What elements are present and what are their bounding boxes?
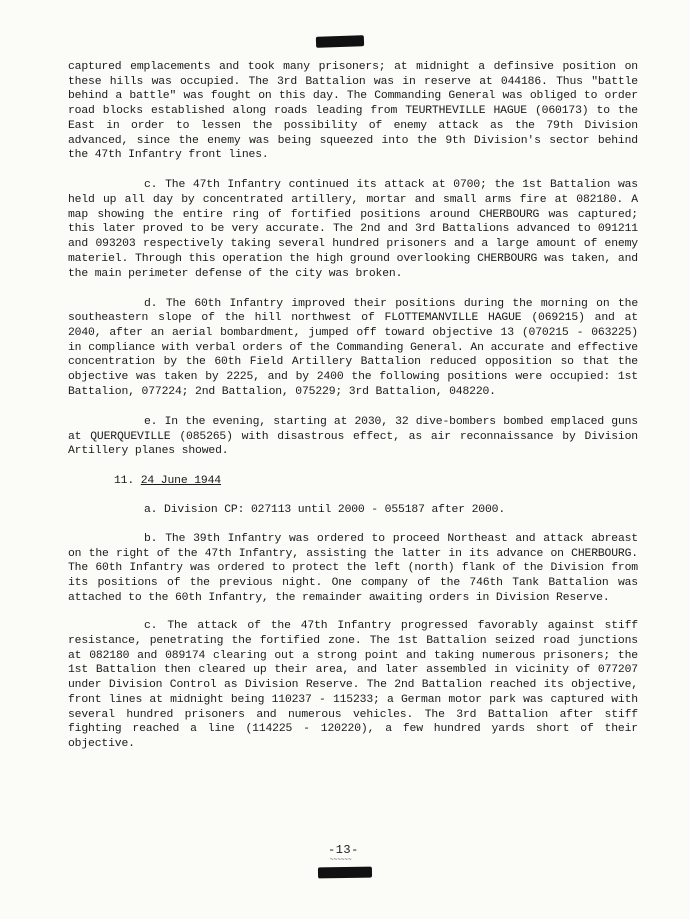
section-number: 11. [114,475,135,488]
subparagraph-c: c. The attack of the 47th Infantry progressed favorably against stiff resistance, penetrating the fortified zone. The 1st Battalion seized road junctions at 082180 and 089174 clearing out a strong point and taking numerous prisoners; the 1st Battalion then cleared up their area, and later assembled in vicinity of 077207 under Division Control as Division Reserve. The 2nd Battalion reached its objective, front lines at midnight being 110237 - 115233; a German motor park was captured with several hundred prisoners and numerous vehicles. The 3rd Battalion after stiff fighting reached a line (114225 - 120220), a few hundred yards short of their objective. [68,620,638,750]
page-mark: ~~~~~~ [330,856,352,863]
page-number: -13- [328,843,359,857]
redacted-classification-bottom [318,867,372,879]
document-body [68,60,638,766]
paragraph-continuation: captured emplacements and took many prisoners; at midnight a definsive position on these hills was occupied. The 3rd Battalion was in reserve at 044186. Thus "battle behind a battle" was fought on this day. The Commanding General was obliged to order road blocks established along roads leading from TEURTHEVILLE HAGUE (060173) to the East in order to lessen the possibility of enemy attack as the 79th Division advanced, since the enemy was being squeezed into the 9th Division's sector behind the 47th Infantry front lines. [68,61,638,162]
subparagraph-b: b. The 39th Infantry was ordered to proceed Northeast and attack abreast on the right of the 47th Infantry, assisting the latter in its advance on CHERBOURG. The 60th Infantry was ordered to protect the left (north) flank of the Division from its positions of the previous night. One company of the 746th Tank Battalion was attached to the 60th Infantry, the remainder awaiting orders in Division Reserve. [68,532,638,604]
paragraph-d: d. The 60th Infantry improved their positions during the morning on the southeastern slope of the hill northwest of FLOTTEMANVILLE HAGUE (069215) and at 2040, after an aerial bombardment, jumped off toward objective 13 (070215 - 063225) in compliance with verbal orders of the Commanding General. An accurate and effective concentration by the 60th Field Artillery Battalion reduced opposition so that the objective was taken by 2225, and by 2400 the following positions were occupied: 1st Battalion, 077224; 2nd Battalion, 075229; 3rd Battalion, 048220. [68,297,638,398]
redacted-classification-top [316,35,364,48]
subparagraph-a: a. Division CP: 027113 until 2000 - 055187 after 2000. [144,504,506,517]
paragraph-e: e. In the evening, starting at 2030, 32 dive-bombers bombed emplaced guns at QUERQUEVILLE (085265) with disastrous effect, as air reconnaissance by Division Artillery planes showed. [68,415,638,458]
paragraph-c: c. The 47th Infantry continued its attack at 0700; the 1st Battalion was held up all day by concentrated artillery, mortar and small arms fire at 082180. A map showing the entire ring of fortified positions around CHERBOURG was captured; this later proved to be very accurate. The 2nd and 3rd Battalions advanced to 091211 and 093203 respectively taking several hundred prisoners and a large amount of enemy materiel. Through this operation the high ground overlooking CHERBOURG was taken, and the main perimeter defense of the city was broken. [68,179,638,280]
section-heading [114,474,638,489]
section-date: 24 June 1944 [140,475,221,488]
